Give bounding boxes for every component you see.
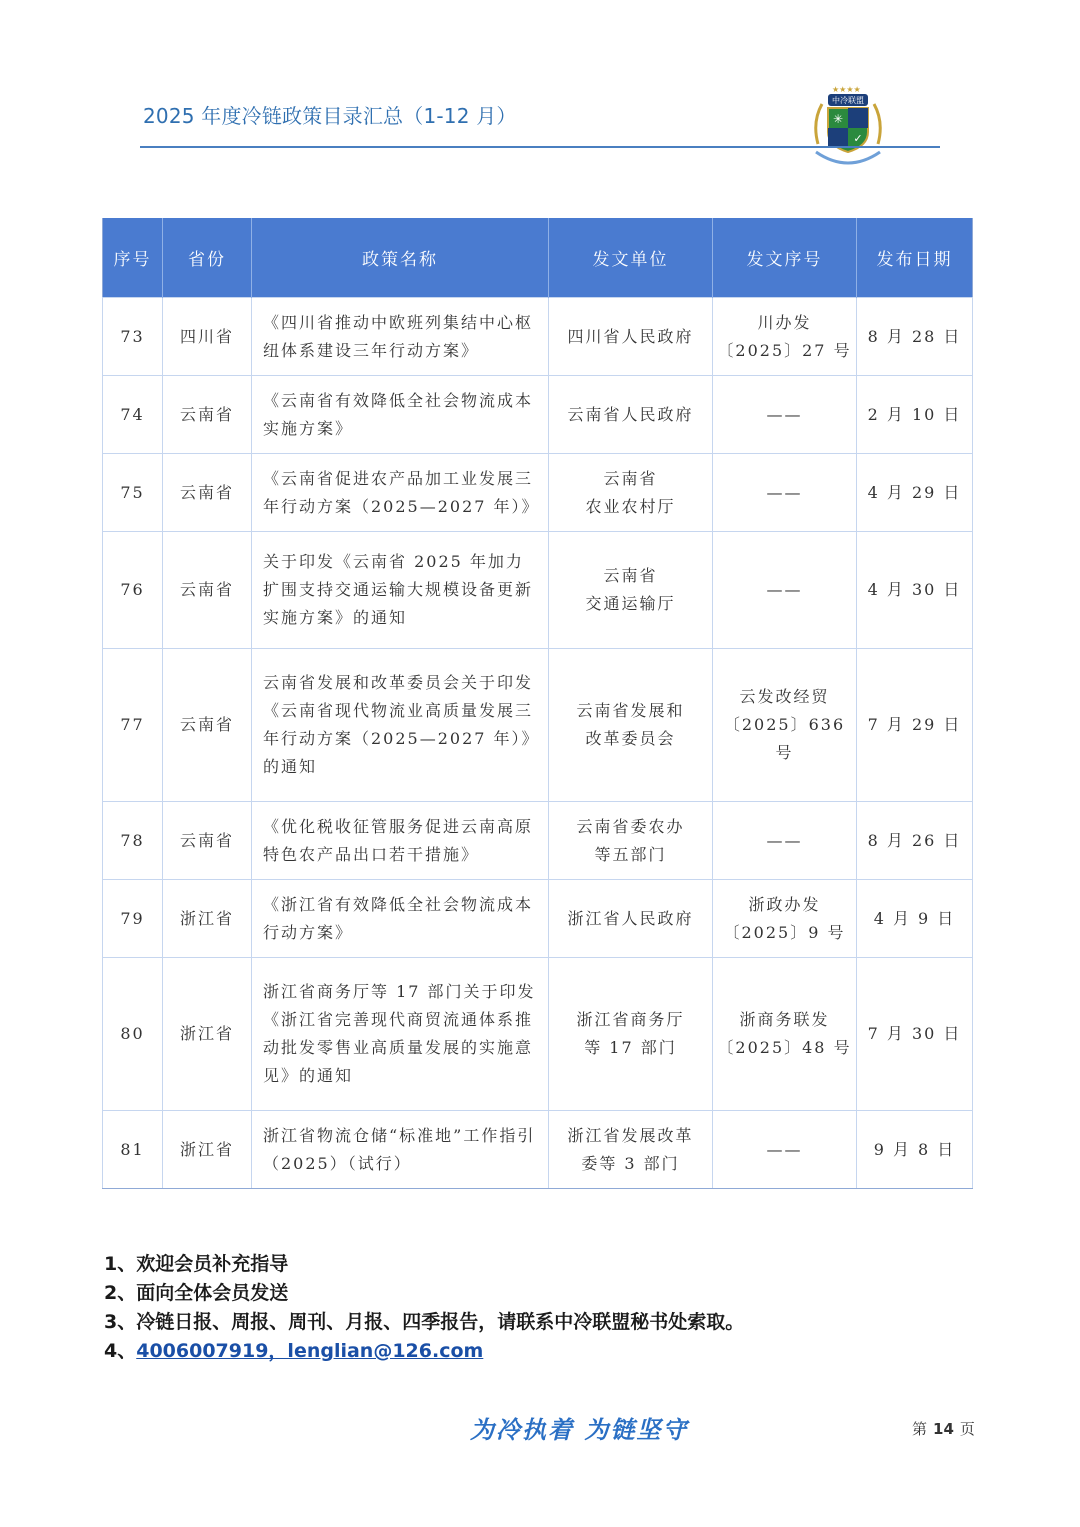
cell-issuer: 云南省 交通运输厅 [549,532,713,649]
cell-doc-number: —— [713,376,857,454]
cell-province: 云南省 [163,454,252,532]
table-row [103,880,973,958]
note-item: 1、欢迎会员补充指导 [104,1253,289,1275]
note-contact [104,1337,744,1366]
page-number-value: 14 [933,1420,954,1438]
cell-no: 77 [103,649,163,802]
column-header-no: 序号 [103,218,163,298]
cell-no: 74 [103,376,163,454]
cell-policy-name: 《云南省有效降低全社会物流成本实施方案》 [252,376,549,454]
table-row [103,532,973,649]
table-row [103,454,973,532]
table-row [103,649,973,802]
cell-no: 73 [103,298,163,376]
svg-text:✓: ✓ [853,132,863,145]
svg-text:✳: ✳ [832,112,844,126]
cell-date: 7 月 30 日 [857,958,973,1111]
column-header-province: 省份 [163,218,252,298]
cell-no: 76 [103,532,163,649]
cell-issuer: 浙江省发展改革 委等 3 部门 [549,1111,713,1189]
cell-issuer: 四川省人民政府 [549,298,713,376]
cell-issuer: 浙江省人民政府 [549,880,713,958]
cell-date: 4 月 29 日 [857,454,973,532]
cell-date: 9 月 8 日 [857,1111,973,1189]
svg-text:中冷联盟: 中冷联盟 [832,96,864,105]
column-header-policy-name: 政策名称 [252,218,549,298]
cell-issuer: 云南省发展和 改革委员会 [549,649,713,802]
cell-policy-name: 浙江省物流仓储“标准地”工作指引（2025）（试行） [252,1111,549,1189]
notes-list [104,1250,744,1366]
cell-policy-name: 关于印发《云南省 2025 年加力扩围支持交通运输大规模设备更新实施方案》的通知 [252,532,549,649]
table-row [103,958,973,1111]
table-row [103,1111,973,1189]
table-row [103,376,973,454]
cell-date: 8 月 28 日 [857,298,973,376]
cell-doc-number: —— [713,802,857,880]
cell-province: 浙江省 [163,880,252,958]
alliance-logo-icon [808,82,888,167]
policy-table [102,218,973,1189]
cell-date: 4 月 30 日 [857,532,973,649]
footer-slogan: 为冷执着 为链坚守 [470,1416,689,1444]
page-suffix: 页 [959,1420,975,1438]
note-item: 3、冷链日报、周报、周刊、月报、四季报告，请联系中冷联盟秘书处索取。 [104,1311,745,1333]
cell-doc-number: 川办发 〔2025〕27 号 [713,298,857,376]
cell-no: 78 [103,802,163,880]
cell-doc-number: —— [713,454,857,532]
page-number [912,1418,975,1439]
cell-date: 4 月 9 日 [857,880,973,958]
cell-date: 2 月 10 日 [857,376,973,454]
cell-policy-name: 《优化税收征管服务促进云南高原特色农产品出口若干措施》 [252,802,549,880]
column-header-issuer: 发文单位 [549,218,713,298]
cell-policy-name: 云南省发展和改革委员会关于印发《云南省现代物流业高质量发展三年行动方案（2025—2027 年）》的通知 [252,649,549,802]
cell-province: 四川省 [163,298,252,376]
cell-issuer: 云南省委农办 等五部门 [549,802,713,880]
cell-province: 浙江省 [163,958,252,1111]
cell-no: 80 [103,958,163,1111]
cell-doc-number: 云发改经贸 〔2025〕636 号 [713,649,857,802]
cell-no: 75 [103,454,163,532]
page-prefix: 第 [912,1420,928,1438]
header-divider [140,146,940,148]
cell-policy-name: 浙江省商务厅等 17 部门关于印发《浙江省完善现代商贸流通体系推动批发零售业高质量发展的实施意见》的通知 [252,958,549,1111]
cell-policy-name: 《四川省推动中欧班列集结中心枢纽体系建设三年行动方案》 [252,298,549,376]
table-row [103,298,973,376]
cell-doc-number: —— [713,532,857,649]
column-header-doc-number: 发文序号 [713,218,857,298]
contact-link[interactable]: 4006007919，lenglian@126.com [136,1340,484,1362]
cell-province: 云南省 [163,649,252,802]
cell-province: 浙江省 [163,1111,252,1189]
cell-issuer: 云南省 农业农村厅 [549,454,713,532]
cell-issuer: 云南省人民政府 [549,376,713,454]
cell-province: 云南省 [163,376,252,454]
column-header-date: 发布日期 [857,218,973,298]
cell-date: 8 月 26 日 [857,802,973,880]
cell-policy-name: 《浙江省有效降低全社会物流成本行动方案》 [252,880,549,958]
cell-no: 79 [103,880,163,958]
cell-province: 云南省 [163,802,252,880]
note-contact-prefix: 4、 [104,1340,137,1362]
cell-issuer: 浙江省商务厅 等 17 部门 [549,958,713,1111]
cell-doc-number: 浙商务联发 〔2025〕48 号 [713,958,857,1111]
cell-no: 81 [103,1111,163,1189]
table-header-row [103,218,973,298]
svg-text:★★★★: ★★★★ [832,85,861,94]
cell-doc-number: 浙政办发 〔2025〕9 号 [713,880,857,958]
table-row [103,802,973,880]
cell-doc-number: —— [713,1111,857,1189]
doc-header-title: 2025 年度冷链政策目录汇总（1-12 月） [143,104,517,128]
note-item: 2、面向全体会员发送 [104,1282,289,1304]
cell-province: 云南省 [163,532,252,649]
cell-policy-name: 《云南省促进农产品加工业发展三年行动方案（2025—2027 年）》 [252,454,549,532]
cell-date: 7 月 29 日 [857,649,973,802]
